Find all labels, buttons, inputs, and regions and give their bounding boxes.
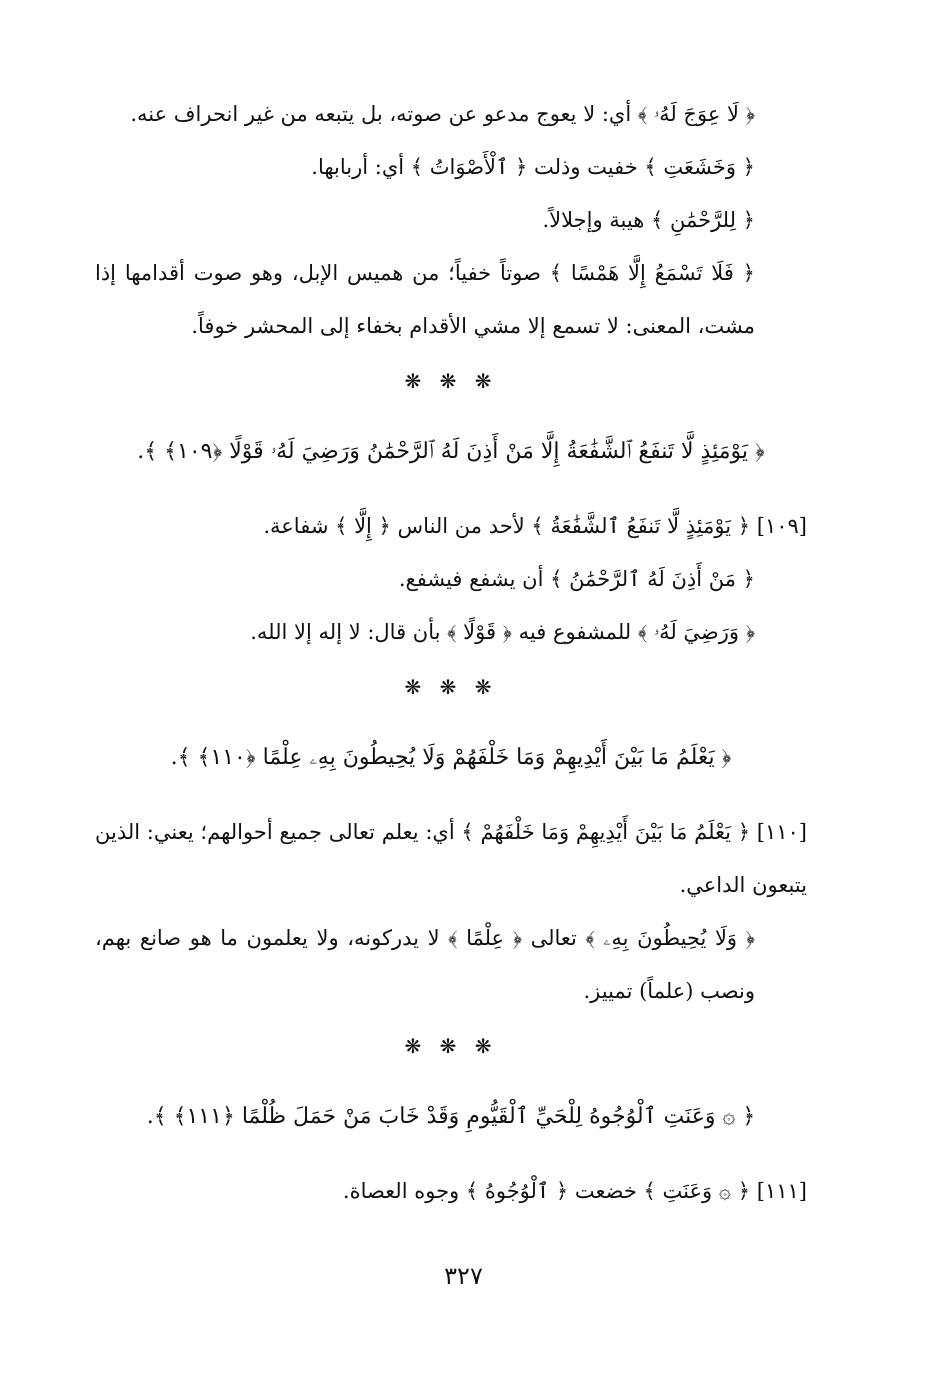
section-separator: ❋ ❋ ❋ <box>404 369 498 393</box>
verse-110: ﴿ يَعْلَمُ مَا بَيْنَ أَيْدِيهِمْ وَمَا خَلْفَهُمْ وَلَا يُحِيطُونَ بِهِۦ عِلْمًا ﴿١١٠﴾ ﴾. <box>170 745 732 770</box>
paragraph-voices-humbled: ﴿ وَخَشَعَتِ ﴾ خفيت وذلت ﴿ ٱلْأَصْوَاتُ ﴾ أي: أربابها. <box>311 155 755 179</box>
commentary-110-encompass: ﴿ وَلَا يُحِيطُونَ بِهِۦ ﴾ تعالى ﴿ عِلْمًا ﴾ لا يدركونه، ولا يعلمون ما هو صانع بهم، ونصب (علماً) تمييز. <box>95 926 755 1003</box>
paragraph-no-crookedness: ﴿ لَا عِوَجَ لَهُۥ ﴾ أي: لا يعوج مدعو عن صوته، بل يتبعه من غير انحراف عنه. <box>130 102 755 126</box>
commentary-111-faces: [١١١] ﴿ ۞ وَعَنَتِ ﴾ خضعت ﴿ ٱلْوُجُوهُ ﴾ وجوه العصاة. <box>342 1179 807 1203</box>
verse-111: ﴿ ۞ وَعَنَتِ ٱلْوُجُوهُ لِلْحَيِّ ٱلْقَيُّومِ وَقَدْ خَابَ مَنْ حَمَلَ ظُلْمًا ﴿١١١﴾ ﴾. <box>146 1104 756 1129</box>
commentary-109-approved: ﴿ وَرَضِيَ لَهُۥ ﴾ للمشفوع فيه ﴿ قَوْلًا ﴾ بأن قال: لا إله إلا الله. <box>250 620 755 644</box>
commentary-110-knowledge: [١١٠] ﴿ يَعْلَمُ مَا بَيْنَ أَيْدِيهِمْ وَمَا خَلْفَهُمْ ﴾ أي: يعلم تعالى جميع أحوالهم؛ يعني: الذين يتبعون الداعي. <box>95 820 807 897</box>
verse-109: ﴿ يَوْمَئِذٍ لَّا تَنفَعُ ٱلشَّفَٰعَةُ إِلَّا مَنْ أَذِنَ لَهُ ٱلرَّحْمَٰنُ وَرَضِيَ لَهُۥ قَوْلًا ﴿١٠٩﴾ ﴾. <box>137 439 765 464</box>
paragraph-for-the-merciful: ﴿ لِلرَّحْمَٰنِ ﴾ هيبة وإجلالاً. <box>542 208 755 232</box>
section-separator: ❋ ❋ ❋ <box>404 675 498 699</box>
paragraph-whisper: ﴿ فَلَا تَسْمَعُ إِلَّا هَمْسًا ﴾ صوتاً خفياً؛ من هميس الإبل، وهو صوت أقدامها إذا مشت، المعنى: لا تسمع إلا مشي الأقدام بخفاء إلى المحشر خوفاً. <box>95 261 755 338</box>
page-number: ٣٢٧ <box>444 1262 483 1290</box>
page-body <box>95 88 807 1218</box>
commentary-109-intercession: [١٠٩] ﴿ يَوْمَئِذٍ لَّا تَنفَعُ ٱلشَّفَٰعَةُ ﴾ لأحد من الناس ﴿ إِلَّا ﴾ شفاعة. <box>263 514 807 538</box>
commentary-109-permission: ﴿ مَنْ أَذِنَ لَهُ ٱلرَّحْمَٰنُ ﴾ أن يشفع فيشفع. <box>398 567 755 591</box>
section-separator: ❋ ❋ ❋ <box>404 1034 498 1058</box>
